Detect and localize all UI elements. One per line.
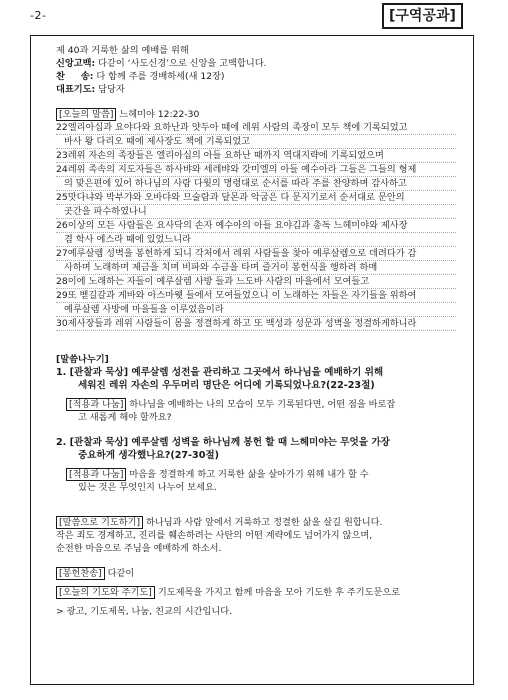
scripture-header-box: [오늘의 말씀] xyxy=(56,108,116,121)
creed-label: 신앙고백: xyxy=(56,58,96,69)
apply-2-line-2: 있는 것은 무엇인지 나누어 보세요. xyxy=(78,482,217,493)
question-1-line-2: 세워진 레위 자손의 우두머리 명단은 어디에 기록되었나요?(22-23절) xyxy=(78,380,375,391)
question-2-number: 2. xyxy=(56,437,67,448)
prayer-text: 담당자 xyxy=(98,84,125,95)
hymn-line xyxy=(56,70,456,83)
page-number: -2- xyxy=(30,9,47,22)
verse-line: 사하며 노래하며 제금을 치며 비파와 수금을 타며 즐거이 봉헌식을 행하려 하매 xyxy=(56,261,456,275)
hymn-label: 찬 송: xyxy=(56,71,94,82)
offering-hymn xyxy=(56,567,456,580)
apply-1-line-1: 하나님을 예배하는 나의 모습이 모두 기록된다면, 어떤 점을 바로잡 xyxy=(129,399,396,410)
discussion-header: [말씀나누기] xyxy=(56,354,109,365)
final-note: > 광고, 기도제목, 나눔, 친교의 시간입니다. xyxy=(56,606,232,617)
creed-line xyxy=(56,57,456,70)
verse-line: 26이상의 모든 사람들은 요사닥의 손자 예수아의 아들 요야김과 총독 느헤미야와 제사장 xyxy=(56,219,456,233)
today-prayer-text: 기도제목을 가지고 함께 마음을 모아 기도한 후 주기도문으로 xyxy=(157,587,401,598)
verse-line: 29또 벧길갈과 게바와 아스마웻 들에서 모여들었으니 이 노래하는 자들은 자기들을 위하여 xyxy=(56,289,456,303)
prayer-label: 대표기도: xyxy=(56,84,96,95)
verse-line: 23레위 자손의 족장들은 엘리아십의 아들 요하난 때까지 역대지략에 기록되었으며 xyxy=(56,149,456,163)
verse-line: 27예루살렘 성벽을 봉헌하게 되니 각처에서 레위 사람들을 찾아 예루살렘으로 데려다가 감 xyxy=(56,247,456,261)
apply-1-line-2: 고 새롭게 해야 할까요? xyxy=(78,412,172,423)
scripture-header xyxy=(56,108,456,121)
verse-line: 22엘리아십과 요야다와 요하난과 얏두아 때에 레위 사람의 족장이 모두 책에 기록되었고 xyxy=(56,121,456,135)
closing-prayer-line-1: 하나님과 사람 앞에서 거룩하고 정결한 삶을 살길 원합니다. xyxy=(146,517,383,528)
hymn-text: 다 함께 주를 경배하세(새 12장) xyxy=(96,71,225,82)
verse-line: 곳간을 파수하였나니 xyxy=(56,205,456,219)
lesson-title: 제 40과 거룩한 삶의 예배를 위해 xyxy=(56,45,189,56)
section-title-badge: [구역공과] xyxy=(382,3,463,29)
closing-prayer xyxy=(56,516,456,529)
closing-prayer-box: [말씀으로 기도하기] xyxy=(56,516,143,529)
scripture-verses xyxy=(56,121,456,331)
question-2-line-1: [관찰과 묵상] 예루살렘 성벽을 하나님께 봉헌 할 때 느헤미야는 무엇을 가장 xyxy=(69,437,390,448)
question-2 xyxy=(56,436,456,449)
today-prayer-box: [오늘의 기도와 주기도] xyxy=(56,586,155,599)
question-2-line-2: 중요하게 생각했나요?(27-30절) xyxy=(78,450,220,461)
question-1-number: 1. xyxy=(56,367,67,378)
offering-text: 다같이 xyxy=(107,568,135,579)
today-prayer xyxy=(56,586,456,599)
question-1 xyxy=(56,366,456,379)
closing-prayer-line-2: 작은 죄도 경계하고, 진리를 훼손하려는 사탄의 어떤 계략에도 넘어가지 않으며, xyxy=(56,530,373,541)
verse-line: 24레위 족속의 지도자들은 하사뱌와 세레뱌와 갓미엘의 아들 예수아라 그들은 그들의 형제 xyxy=(56,163,456,177)
apply-2 xyxy=(56,468,456,481)
prayer-line xyxy=(56,83,456,96)
apply-1-box: [적용과 나눔] xyxy=(66,398,126,411)
apply-2-box: [적용과 나눔] xyxy=(66,468,126,481)
closing-prayer-line-3: 순전한 마음으로 주님을 예배하게 하소서. xyxy=(56,543,222,554)
verse-line: 28이에 노래하는 자들이 예루살렘 사방 들과 느도바 사람의 마을에서 모여들고 xyxy=(56,275,456,289)
creed-text: 다같이 ‘사도신경’으로 신앙을 고백합니다. xyxy=(98,58,267,69)
offering-box: [봉헌찬송] xyxy=(56,567,105,580)
question-1-line-1: [관찰과 묵상] 예루살렘 성전을 관리하고 그곳에서 하나님을 예배하기 위해 xyxy=(69,367,384,378)
verse-line: 겸 학사 에스라 때에 있었느니라 xyxy=(56,233,456,247)
apply-1 xyxy=(56,398,456,411)
verse-line: 바사 왕 다리오 때에 제사장도 책에 기록되었고 xyxy=(56,135,456,149)
verse-line: 의 맞은편에 있어 하나님의 사람 다윗의 명령대로 순서를 따라 주를 찬양하며 감사하고 xyxy=(56,177,456,191)
document-content xyxy=(56,44,456,618)
apply-2-line-1: 마음을 정결하게 하고 거룩한 삶을 살아가기 위해 내가 할 수 xyxy=(129,469,369,480)
verse-line: 예루살렘 사방에 마을들을 이루었음이라 xyxy=(56,303,456,317)
scripture-reference: 느헤미야 12:22-30 xyxy=(119,109,200,120)
verse-line: 25맛다냐와 박부갸와 오바댜와 므술람과 달몬과 악굽은 다 문지기로서 순서대로 문안의 xyxy=(56,191,456,205)
verse-line: 30제사장들과 레위 사람들이 몸을 정결하게 하고 또 백성과 성문과 성벽을 정결하게하니라 xyxy=(56,317,456,331)
